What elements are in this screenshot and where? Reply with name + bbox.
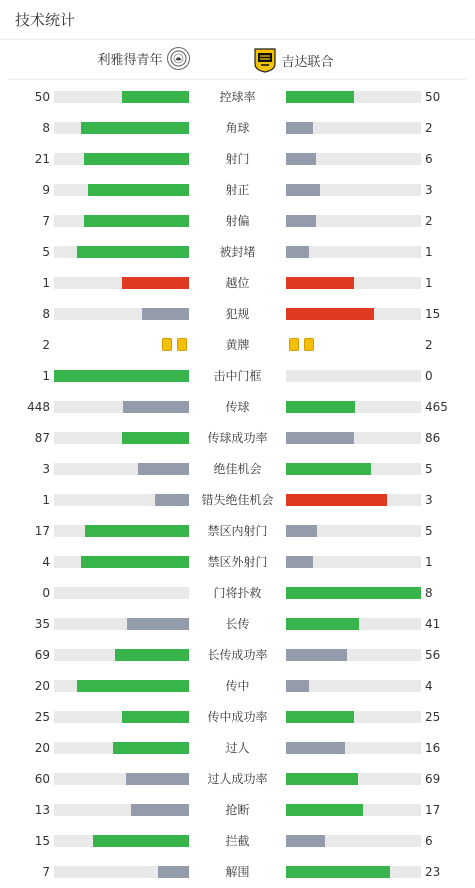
home-yellow-cards — [159, 338, 189, 351]
away-stat-bar — [286, 122, 421, 134]
stat-row — [0, 831, 475, 851]
away-stat-value: 4 — [425, 679, 433, 693]
home-stat-bar — [54, 122, 189, 134]
home-stat-bar — [54, 370, 189, 382]
away-stat-value: 3 — [425, 493, 433, 507]
home-stat-value: 1 — [42, 276, 50, 290]
away-stat-bar — [286, 401, 421, 413]
stat-row — [0, 490, 475, 510]
away-stat-bar — [286, 494, 421, 506]
away-stat-bar-fill — [286, 649, 347, 661]
away-stat-bar-fill — [286, 525, 317, 537]
home-stat-bar — [54, 184, 189, 196]
home-stat-bar — [54, 432, 189, 444]
away-stat-value: 41 — [425, 617, 441, 631]
away-stat-bar — [286, 525, 421, 537]
away-stat-value: 6 — [425, 152, 433, 166]
home-stat-bar-fill — [122, 277, 190, 289]
stat-row — [0, 366, 475, 386]
away-stat-bar — [286, 804, 421, 816]
stat-label: 黄牌 — [225, 338, 250, 352]
stat-label: 射门 — [225, 152, 250, 166]
home-stat-value: 1 — [42, 493, 50, 507]
home-stat-bar-fill — [77, 246, 189, 258]
home-stat-bar-fill — [158, 866, 189, 878]
stat-row — [0, 676, 475, 696]
away-stat-bar — [286, 587, 421, 599]
home-stat-value: 60 — [34, 772, 50, 786]
home-stat-value: 9 — [42, 183, 50, 197]
away-team-name: 吉达联合 — [281, 54, 334, 70]
away-stat-value: 465 — [425, 400, 448, 414]
stat-label: 禁区外射门 — [207, 555, 268, 569]
home-stat-bar-fill — [113, 742, 189, 754]
away-stat-bar-fill — [286, 122, 313, 134]
away-stat-value: 25 — [425, 710, 441, 724]
stat-label: 错失绝佳机会 — [201, 493, 274, 507]
home-stat-bar-fill — [122, 711, 190, 723]
home-stat-bar — [54, 91, 189, 103]
home-stat-bar-fill — [131, 804, 189, 816]
home-stat-bar-fill — [54, 370, 189, 382]
home-stat-value: 7 — [42, 865, 50, 879]
away-stat-value: 3 — [425, 183, 433, 197]
stat-row — [0, 707, 475, 727]
away-stat-bar-fill — [286, 587, 421, 599]
yellow-card-icon — [289, 338, 299, 351]
home-stat-value: 5 — [42, 245, 50, 259]
away-stat-bar — [286, 649, 421, 661]
stat-row — [0, 428, 475, 448]
stat-label: 拦截 — [225, 834, 250, 848]
away-stat-value: 69 — [425, 772, 441, 786]
stat-row — [0, 397, 475, 417]
stat-row — [0, 738, 475, 758]
home-stat-bar — [54, 308, 189, 320]
away-yellow-cards — [286, 338, 316, 351]
stat-row — [0, 552, 475, 572]
home-stat-value: 35 — [34, 617, 50, 631]
home-stat-bar-fill — [142, 308, 189, 320]
stat-row — [0, 800, 475, 820]
stat-label: 解围 — [225, 865, 250, 879]
home-stat-bar-fill — [155, 494, 189, 506]
stat-row — [0, 87, 475, 107]
stat-row — [0, 273, 475, 293]
stat-label: 长传成功率 — [207, 648, 268, 662]
away-stat-value: 86 — [425, 431, 441, 445]
stat-row — [0, 862, 475, 882]
home-stat-bar — [54, 835, 189, 847]
stat-label: 控球率 — [219, 90, 256, 104]
home-stat-bar — [54, 556, 189, 568]
away-stat-bar — [286, 370, 421, 382]
stat-label: 击中门框 — [213, 369, 262, 383]
home-team-logo-icon — [167, 47, 190, 70]
stat-label: 禁区内射门 — [207, 524, 268, 538]
yellow-card-icon — [177, 338, 187, 351]
home-stat-bar-fill — [84, 153, 189, 165]
home-stat-bar — [54, 804, 189, 816]
stat-label: 传球成功率 — [207, 431, 268, 445]
away-stat-bar — [286, 711, 421, 723]
home-stat-bar-fill — [127, 618, 189, 630]
home-stat-bar-fill — [115, 649, 189, 661]
away-stat-bar — [286, 153, 421, 165]
away-stat-bar — [286, 618, 421, 630]
away-stat-value: 56 — [425, 648, 441, 662]
stat-row — [0, 304, 475, 324]
stat-label: 过人成功率 — [207, 772, 268, 786]
stat-label: 传中 — [225, 679, 250, 693]
away-stat-bar-fill — [286, 804, 363, 816]
away-stat-value: 2 — [425, 121, 433, 135]
home-stat-value: 1 — [42, 369, 50, 383]
stat-row — [0, 149, 475, 169]
stat-label: 犯规 — [225, 307, 250, 321]
home-stat-bar — [54, 618, 189, 630]
stats-header — [0, 0, 475, 40]
home-stat-value: 21 — [34, 152, 50, 166]
away-stat-bar — [286, 184, 421, 196]
away-stat-value: 1 — [425, 555, 433, 569]
home-stat-bar — [54, 463, 189, 475]
away-stat-bar — [286, 866, 421, 878]
home-stat-bar-fill — [85, 525, 189, 537]
home-stat-value: 2 — [42, 338, 50, 352]
stat-label: 绝佳机会 — [213, 462, 262, 476]
home-stat-value: 448 — [27, 400, 50, 414]
home-stat-bar-fill — [88, 184, 189, 196]
yellow-card-icon — [304, 338, 314, 351]
away-stat-value: 2 — [425, 214, 433, 228]
home-stat-bar — [54, 153, 189, 165]
away-stat-value: 8 — [425, 586, 433, 600]
home-stat-value: 69 — [34, 648, 50, 662]
away-stat-value: 23 — [425, 865, 441, 879]
stat-label: 门将扑救 — [213, 586, 262, 600]
home-stat-bar — [54, 494, 189, 506]
stat-label: 射正 — [225, 183, 250, 197]
home-stat-bar — [54, 742, 189, 754]
away-stat-bar-fill — [286, 618, 359, 630]
away-stat-bar — [286, 91, 421, 103]
home-stat-value: 7 — [42, 214, 50, 228]
home-stat-bar-fill — [126, 773, 189, 785]
stat-label: 被封堵 — [219, 245, 256, 259]
away-stat-bar-fill — [286, 742, 345, 754]
stat-row — [0, 583, 475, 603]
away-stat-bar-fill — [286, 463, 371, 475]
home-stat-bar-fill — [138, 463, 189, 475]
page-title: 技术统计 — [15, 11, 76, 29]
stat-row — [0, 335, 475, 355]
home-stat-bar — [54, 649, 189, 661]
stat-row — [0, 459, 475, 479]
away-stat-bar — [286, 308, 421, 320]
away-stat-bar-fill — [286, 184, 320, 196]
away-stat-bar-fill — [286, 835, 325, 847]
away-stat-bar-fill — [286, 277, 354, 289]
away-stat-value: 0 — [425, 369, 433, 383]
away-stat-bar — [286, 215, 421, 227]
home-stat-bar-fill — [81, 122, 189, 134]
away-stat-bar — [286, 432, 421, 444]
home-stat-value: 4 — [42, 555, 50, 569]
stat-row — [0, 645, 475, 665]
home-stat-bar-fill — [77, 680, 189, 692]
home-stat-value: 3 — [42, 462, 50, 476]
home-stat-value: 50 — [34, 90, 50, 104]
home-stat-value: 17 — [34, 524, 50, 538]
stat-label: 过人 — [225, 741, 250, 755]
away-stat-bar-fill — [286, 246, 309, 258]
away-stat-bar-fill — [286, 556, 313, 568]
away-stat-bar-fill — [286, 711, 354, 723]
home-stat-bar-fill — [93, 835, 189, 847]
home-stat-bar-fill — [81, 556, 189, 568]
stat-label: 抢断 — [225, 803, 250, 817]
home-stat-value: 15 — [34, 834, 50, 848]
home-stat-bar — [54, 680, 189, 692]
away-stat-bar-fill — [286, 308, 374, 320]
away-stat-value: 1 — [425, 276, 433, 290]
away-stat-bar-fill — [286, 401, 355, 413]
away-stat-bar-fill — [286, 680, 309, 692]
away-stat-bar — [286, 742, 421, 754]
home-stat-value: 0 — [42, 586, 50, 600]
home-stat-bar — [54, 401, 189, 413]
home-team[interactable] — [97, 47, 189, 70]
away-stat-bar — [286, 556, 421, 568]
stat-row — [0, 769, 475, 789]
stat-label: 越位 — [225, 276, 250, 290]
away-stat-bar-fill — [286, 773, 358, 785]
stat-row — [0, 242, 475, 262]
away-stat-value: 15 — [425, 307, 441, 321]
away-stat-bar-fill — [286, 153, 316, 165]
stat-label: 长传 — [225, 617, 250, 631]
home-stat-bar-fill — [122, 432, 190, 444]
home-stat-value: 20 — [34, 741, 50, 755]
yellow-card-icon — [162, 338, 172, 351]
away-stat-bar — [286, 246, 421, 258]
home-stat-value: 8 — [42, 121, 50, 135]
home-stat-bar — [54, 525, 189, 537]
stat-label: 射偏 — [225, 214, 250, 228]
away-stat-value: 1 — [425, 245, 433, 259]
away-stat-bar — [286, 277, 421, 289]
away-stat-bar-fill — [286, 432, 354, 444]
home-stat-value: 25 — [34, 710, 50, 724]
away-stat-bar — [286, 835, 421, 847]
home-stat-bar — [54, 215, 189, 227]
home-stat-bar-fill — [123, 401, 189, 413]
home-stat-bar — [54, 587, 189, 599]
home-stat-value: 8 — [42, 307, 50, 321]
home-stat-value: 87 — [34, 431, 50, 445]
stat-label: 角球 — [225, 121, 250, 135]
home-stat-bar — [54, 277, 189, 289]
home-stat-bar — [54, 246, 189, 258]
away-stat-value: 16 — [425, 741, 441, 755]
away-stat-bar-fill — [286, 494, 387, 506]
stat-row — [0, 521, 475, 541]
stat-row — [0, 180, 475, 200]
away-stat-bar — [286, 680, 421, 692]
stat-row — [0, 211, 475, 231]
home-stat-bar-fill — [122, 91, 190, 103]
away-stat-value: 50 — [425, 90, 441, 104]
home-stat-bar-fill — [84, 215, 189, 227]
away-team[interactable] — [254, 47, 334, 73]
stat-label: 传中成功率 — [207, 710, 268, 724]
teams-row — [8, 40, 467, 80]
away-stat-value: 5 — [425, 524, 433, 538]
away-stat-bar-fill — [286, 866, 390, 878]
away-stat-value: 17 — [425, 803, 441, 817]
away-stat-bar-fill — [286, 91, 354, 103]
away-stat-bar — [286, 773, 421, 785]
away-stat-bar-fill — [286, 215, 316, 227]
home-stat-bar — [54, 866, 189, 878]
away-stat-bar — [286, 463, 421, 475]
away-stat-value: 6 — [425, 834, 433, 848]
home-stat-bar — [54, 711, 189, 723]
stat-row — [0, 614, 475, 634]
home-team-name: 利雅得青年 — [97, 53, 163, 68]
away-team-logo-icon — [254, 47, 276, 73]
away-stat-value: 5 — [425, 462, 433, 476]
home-stat-value: 13 — [34, 803, 50, 817]
stat-row — [0, 118, 475, 138]
away-stat-value: 2 — [425, 338, 433, 352]
home-stat-bar — [54, 773, 189, 785]
stat-label: 传球 — [225, 400, 250, 414]
home-stat-value: 20 — [34, 679, 50, 693]
